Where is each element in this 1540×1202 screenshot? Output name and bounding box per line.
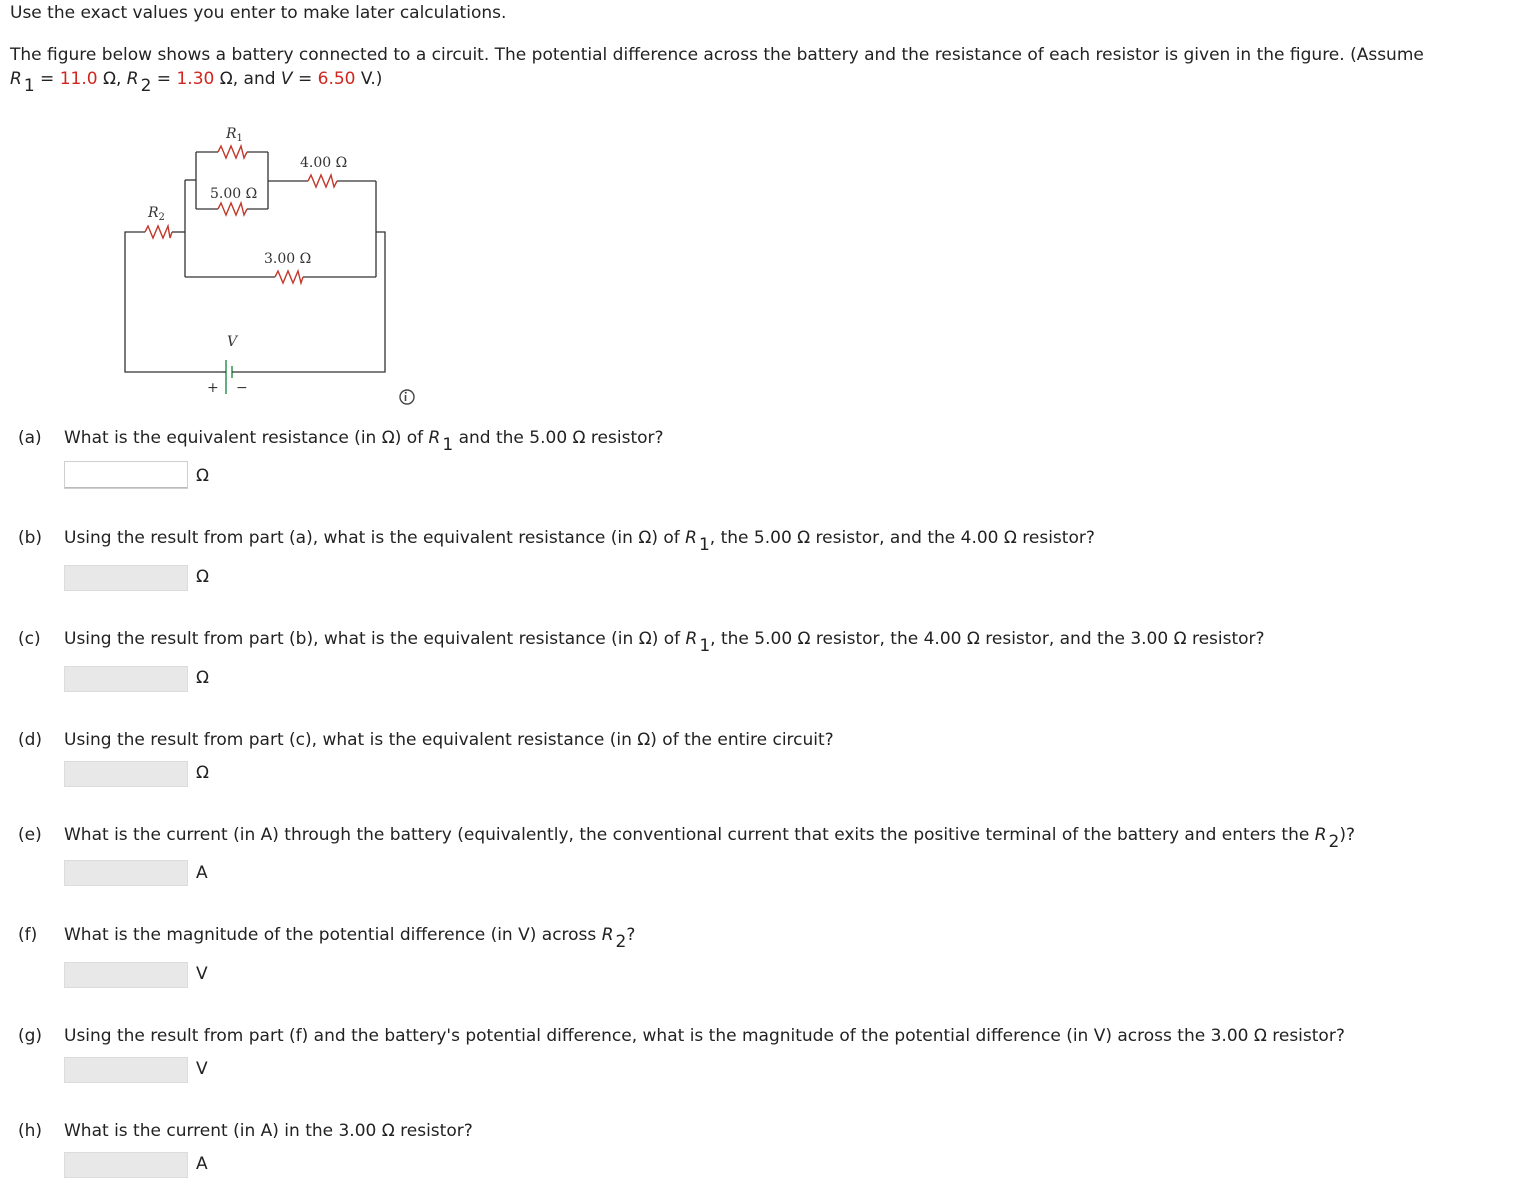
- unit-label: V: [196, 964, 208, 984]
- minus-sign: −: [236, 380, 248, 396]
- r5-figure-label: 5.00 Ω: [210, 186, 258, 202]
- r1-subscript: 1: [23, 76, 35, 96]
- given-values: [10, 69, 383, 96]
- answer-input-h[interactable]: [64, 1152, 188, 1178]
- question-text: What is the magnitude of the potential difference (in V) across R $_2$?: [64, 925, 636, 952]
- part-label: (b): [18, 528, 43, 548]
- r3-resistor: [275, 271, 303, 283]
- eq-sign: =: [34, 69, 60, 89]
- part-label: (f): [18, 925, 38, 945]
- question-text: Using the result from part (b), what is the equivalent resistance (in Ω) of R $_1$, the 5.00 Ω resistor, the 4.00 Ω resistor, and the 3.00 Ω resistor?: [64, 629, 1265, 656]
- r2-figure-label: $R_2$: [148, 205, 165, 223]
- v-symbol: V: [280, 69, 293, 89]
- v-value: 6.50: [317, 69, 356, 89]
- answer-input-g[interactable]: [64, 1057, 188, 1083]
- part-label: (g): [18, 1026, 43, 1046]
- unit-label: A: [196, 863, 208, 883]
- r2-unit: Ω, and: [214, 69, 281, 89]
- eq-sign: =: [292, 69, 318, 89]
- part-label: (e): [18, 825, 42, 845]
- r4-figure-label: 4.00 Ω: [300, 155, 348, 171]
- r1-unit: Ω,: [97, 69, 127, 89]
- unit-label: Ω: [196, 466, 209, 486]
- plus-sign: +: [207, 380, 219, 396]
- v-figure-label: V: [227, 334, 238, 350]
- r2-resistor: [145, 226, 172, 238]
- r3-figure-label: 3.00 Ω: [264, 251, 312, 267]
- unit-label: A: [196, 1154, 208, 1174]
- r1-symbol: R: [10, 69, 22, 89]
- part-label: (d): [18, 730, 43, 750]
- unit-label: Ω: [196, 668, 209, 688]
- part-label: (h): [18, 1121, 43, 1141]
- part-label: (c): [18, 629, 41, 649]
- v-unit: V.): [355, 69, 383, 89]
- r1-resistor: [218, 146, 247, 158]
- r2-value: 1.30: [176, 69, 215, 89]
- answer-input-b[interactable]: [64, 565, 188, 591]
- answer-input-c[interactable]: [64, 666, 188, 692]
- question-text: What is the equivalent resistance (in Ω) of R $_1$ and the 5.00 Ω resistor?: [64, 428, 664, 455]
- question-text: What is the current (in A) in the 3.00 Ω resistor?: [64, 1121, 473, 1141]
- answer-input-f[interactable]: [64, 962, 188, 988]
- r2-symbol: R: [126, 69, 139, 89]
- instruction-text: Use the exact values you enter to make later calculations.: [10, 3, 507, 23]
- question-text: Using the result from part (f) and the battery's potential difference, what is the magnitude of the potential difference (in V) across the 3.00 Ω resistor?: [64, 1026, 1345, 1046]
- unit-label: Ω: [196, 567, 209, 587]
- unit-label: Ω: [196, 763, 209, 783]
- question-text: Using the result from part (c), what is the equivalent resistance (in Ω) of the entire circuit?: [64, 730, 834, 750]
- question-text: Using the result from part (a), what is the equivalent resistance (in Ω) of R $_1$, the 5.00 Ω resistor, and the 4.00 Ω resistor?: [64, 528, 1095, 555]
- answer-input-a[interactable]: [64, 461, 188, 489]
- intro-text: The figure below shows a battery connected to a circuit. The potential difference across the battery and the resistance of each resistor is given in the figure. (Assume: [10, 45, 1424, 65]
- r1-figure-label: $R_1$: [226, 126, 243, 144]
- r1-value: 11.0: [59, 69, 98, 89]
- circuit-diagram: [0, 110, 430, 420]
- question-text: What is the current (in A) through the battery (equivalently, the conventional current that exits the positive terminal of the battery and enters the R $_2$)?: [64, 825, 1356, 852]
- r4-resistor: [308, 175, 337, 187]
- r5-resistor: [218, 203, 247, 215]
- info-icon[interactable]: [400, 390, 414, 404]
- unit-label: V: [196, 1059, 208, 1079]
- r2-subscript: 2: [140, 76, 152, 96]
- answer-input-e[interactable]: [64, 860, 188, 886]
- answer-input-d[interactable]: [64, 761, 188, 787]
- outer-wire-left: [125, 232, 222, 372]
- part-label: (a): [18, 428, 42, 448]
- eq-sign: =: [151, 69, 177, 89]
